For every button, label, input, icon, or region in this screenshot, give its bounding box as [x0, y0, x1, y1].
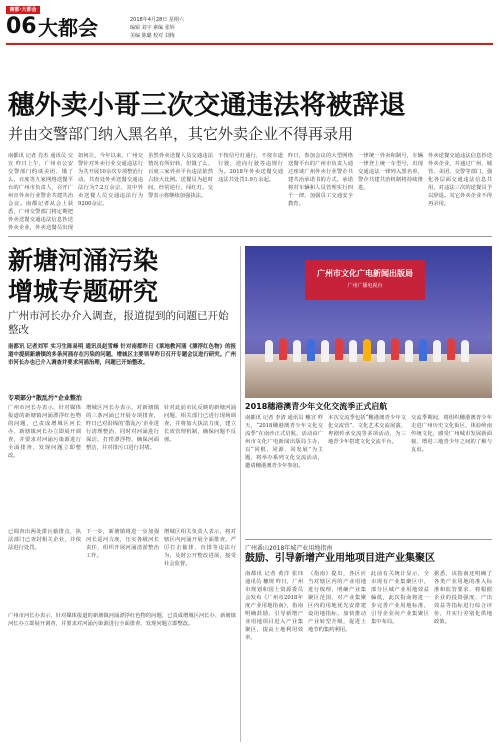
- article2-col-5: 下一步，新塘镇将进一步加强河长巡河力度，压实各级河长责任，组织开展河涌清淤整治工作。: [86, 529, 159, 559]
- article3-col-1: 本次交流季包括“穗港澳青少年文化交流营”、文化艺术交流展演、粤剧传承交流等多项活动，为三地青少年搭建文化交流平台。: [328, 415, 406, 445]
- article1-col-3: 虽然外卖送餐人员交通违法情况有所好转，但饿了么、百度三家外卖平台违法依然占较大比例。送餐员为赶时间，经常逆行、闯红灯。交警表示将继续加强执法。: [148, 153, 213, 199]
- article4-kicker: 广州番山2018年城产业用地指南: [245, 545, 333, 552]
- article2-col-4: 已调查出两处排污偷排点，执法部门已查封相关企业，并依法进行处罚。: [8, 529, 81, 551]
- article1-col-2: 如何让，今年以来，广州交警针对外卖行业交通违法行为共开展10余次专项整治行动。共查处外卖送餐交通违法行为7.2万余宗，其中外卖送餐人员交通违法行为9200余宗。: [78, 153, 143, 207]
- article2-subhead: 广州市河长办介入调查，报道提到的问题已开始整改: [8, 310, 229, 336]
- article2-col-1: 广州市河长办表示，针对媒体报道的新塘镇河涌漂浮红色物的问题，已责成增城区河长办、新塘镇河长办立即展开调查，并要求对河涌污染源进行全面排查，发现问题立即整改。: [8, 405, 81, 459]
- editor-credits: 编辑 刘宇 素编 张婷: [130, 25, 175, 31]
- article1-col-6: 一律统一外卖和制号，车辆一律登上统一车型号，出现交通违法一律列入黑名单，警企共建共治机制将持续推进。: [358, 153, 423, 191]
- article2-headline-line2: 增城专题研究: [8, 277, 159, 306]
- screen-subtitle: 广州广播电视台: [347, 283, 383, 289]
- article2-col-6: 增城区相关负责人表示，将对辖区内河涌开展全面排查，严厉打击偷排、直排等违法行为，及时公开整改进展，接受社会监督。: [164, 529, 236, 567]
- header-rule: [6, 43, 493, 45]
- article4-col-2: 《指南》提出，各区应当对辖区内的产业用地进行梳理，明确产业集聚区范围，对产业集聚区内的用地优先安排建设用地指标，加快推动产业转型升级，促进土地节约集约利用。: [308, 571, 366, 633]
- section-tag: 南都·大都会: [6, 6, 40, 14]
- column-divider: [240, 246, 241, 742]
- performer: [391, 338, 399, 360]
- screen-title: 广州市文化广电新闻出版局: [317, 269, 413, 278]
- performer: [293, 340, 301, 362]
- article1-headline: 穗外卖小哥三次交通违法将被辞退: [8, 90, 406, 121]
- page-number: 06: [6, 14, 37, 39]
- article2-col-2: 增城区河长办表示，对新塘镇的三条河涌已开展专项排查，昨日已对沿线的‘散乱污’企业进行清理整治，同时对河涌进行保洁，打捞漂浮物，确保河面整洁，并对排污口进行封堵。: [86, 405, 159, 451]
- article4-col-1: 南都讯 记者 黄洋 张玮 通讯员 穗规 昨日，广州市规划和国土资源委员会发布《广州市2018年度产业用地指南》，指南明确鼓励、引导新增产业用地项目进入产业集聚区，提高土地利用效率。: [245, 571, 303, 641]
- section-divider: [8, 236, 492, 237]
- article3-divider: [245, 539, 492, 540]
- performer: [461, 340, 469, 362]
- article2-headline-line1: 新塘河涌污染: [8, 246, 159, 275]
- article2-col-3: 针对此前市民反映的新塘河涌问题，相关部门已进行现场调查，并将加大执法力度，建立长效管理机制，确保问题不反弹。: [164, 405, 236, 443]
- article3-lede: 南都讯 记者 李清 通讯员 穗宣 昨天，“2018穗港澳青少年文化交流季”在南沙正式启航，活动由广州市文化广电新闻出版局主办，以“同根、同源、同发展”为主题，将举办系列文化交流活动，邀请穗港澳青少年参加。: [245, 415, 323, 469]
- article2-section-label: 专项部分“散乱污”企业整治: [8, 395, 82, 402]
- performer: [321, 340, 329, 362]
- article1-subhead: 并由交警部门纳入黑名单，其它外卖企业不得再录用: [8, 125, 354, 143]
- performer: [377, 340, 385, 362]
- article3-col-2: 交流季期间，将组织穗港澳青少年走进广州历史文化街区，体验岭南传统文化，感受广州城市发展新面貌，增进三地青少年之间的了解与友谊。: [411, 415, 492, 453]
- performer: [405, 340, 413, 362]
- performer: [419, 339, 427, 361]
- performer: [363, 339, 371, 361]
- article1-col-7: 外卖送餐交通违法信息抄送外卖企业，并通过广州、城管、美团、交警等部门，强化各层面交通违法信息共用，对违法三次的送餐员予以辞退。其它外卖企业不得再录用。: [428, 153, 492, 207]
- performer: [433, 340, 441, 362]
- article1-col-5: 昨日，参加会议的大型网络送餐平台的广州市负责人通过座谈广州外卖行业警企共建共治承诺书的方式，承诺将对车辆和人员管理实行四个一律，加强员工交通安全教育。: [288, 153, 353, 207]
- stage-screen: [305, 260, 425, 300]
- issue-date: 2018年4月28日 星期六: [130, 17, 184, 23]
- proof-credits: 美编 陈璐 校对 刘梅: [130, 33, 175, 39]
- article1-col-1: 南都讯 记者 肖杰 通讯员 交宣 昨日上午，广州市公安交警部门约谈美团、饿了么、百度等九家网络送餐平台的广州市负责人，召开广州市外卖行业警企共建共治会议。南都记者从会上获悉，广州交警部门将定期把外卖送餐交通违法信息抄送外卖企业，外卖送餐员出现: [8, 153, 73, 231]
- performer: [307, 339, 315, 361]
- performer: [265, 340, 273, 362]
- event-photo: [245, 246, 492, 398]
- section-name: 大都会: [38, 16, 98, 40]
- article2-lede: 南都讯 记者刘军 实习生陈易明 通讯员赵雪峰 针对南都昨日《莱地教河涌《漂浮红色物》的报道中提到新塘镇的多条河涌存在污染的问题，增城区主要领导昨日召开专题会议进行研究。广州市河长办也已介入调查并要求河涌治理，问题已开始整改。: [8, 344, 236, 366]
- performers-group: [245, 334, 492, 374]
- page-header: [0, 0, 499, 46]
- performer: [279, 338, 287, 360]
- article4-col-4: 据悉，该指南还明确了各类产业用地的准入标准和监管要求，将根据企业的投资强度、产出效益等指标进行综合评价，并实行差别化供地政策。: [434, 571, 492, 625]
- article4-col-3: 此前有关统计显示，全市现有产业集聚区中，部分区域产业用地效益偏低，此次指南将进一步完善产业用地标准，引导企业向产业集聚区集中布局。: [371, 571, 429, 625]
- performer: [335, 338, 343, 360]
- photo-caption: 2018穗港澳青少年文化交流季正式启航: [245, 402, 388, 411]
- article1-col-4: 不按信号灯通行，不按车道行驶，逆向行驶等违规行为。2018年外卖送餐交通违法共处罚1.9万余起。: [218, 153, 283, 183]
- performer: [447, 338, 455, 360]
- performer: [349, 340, 357, 362]
- article4-headline: 鼓励、引导新增产业用地项目进产业集聚区: [245, 553, 435, 564]
- article2-col-7: 广州市河长办表示，针对媒体报道的新塘镇河涌漂浮红色物的问题，已责成增城区河长办、新塘镇河长办立即展开调查，并要求对河涌污染源进行全面排查，发现问题立即整改。: [8, 613, 236, 627]
